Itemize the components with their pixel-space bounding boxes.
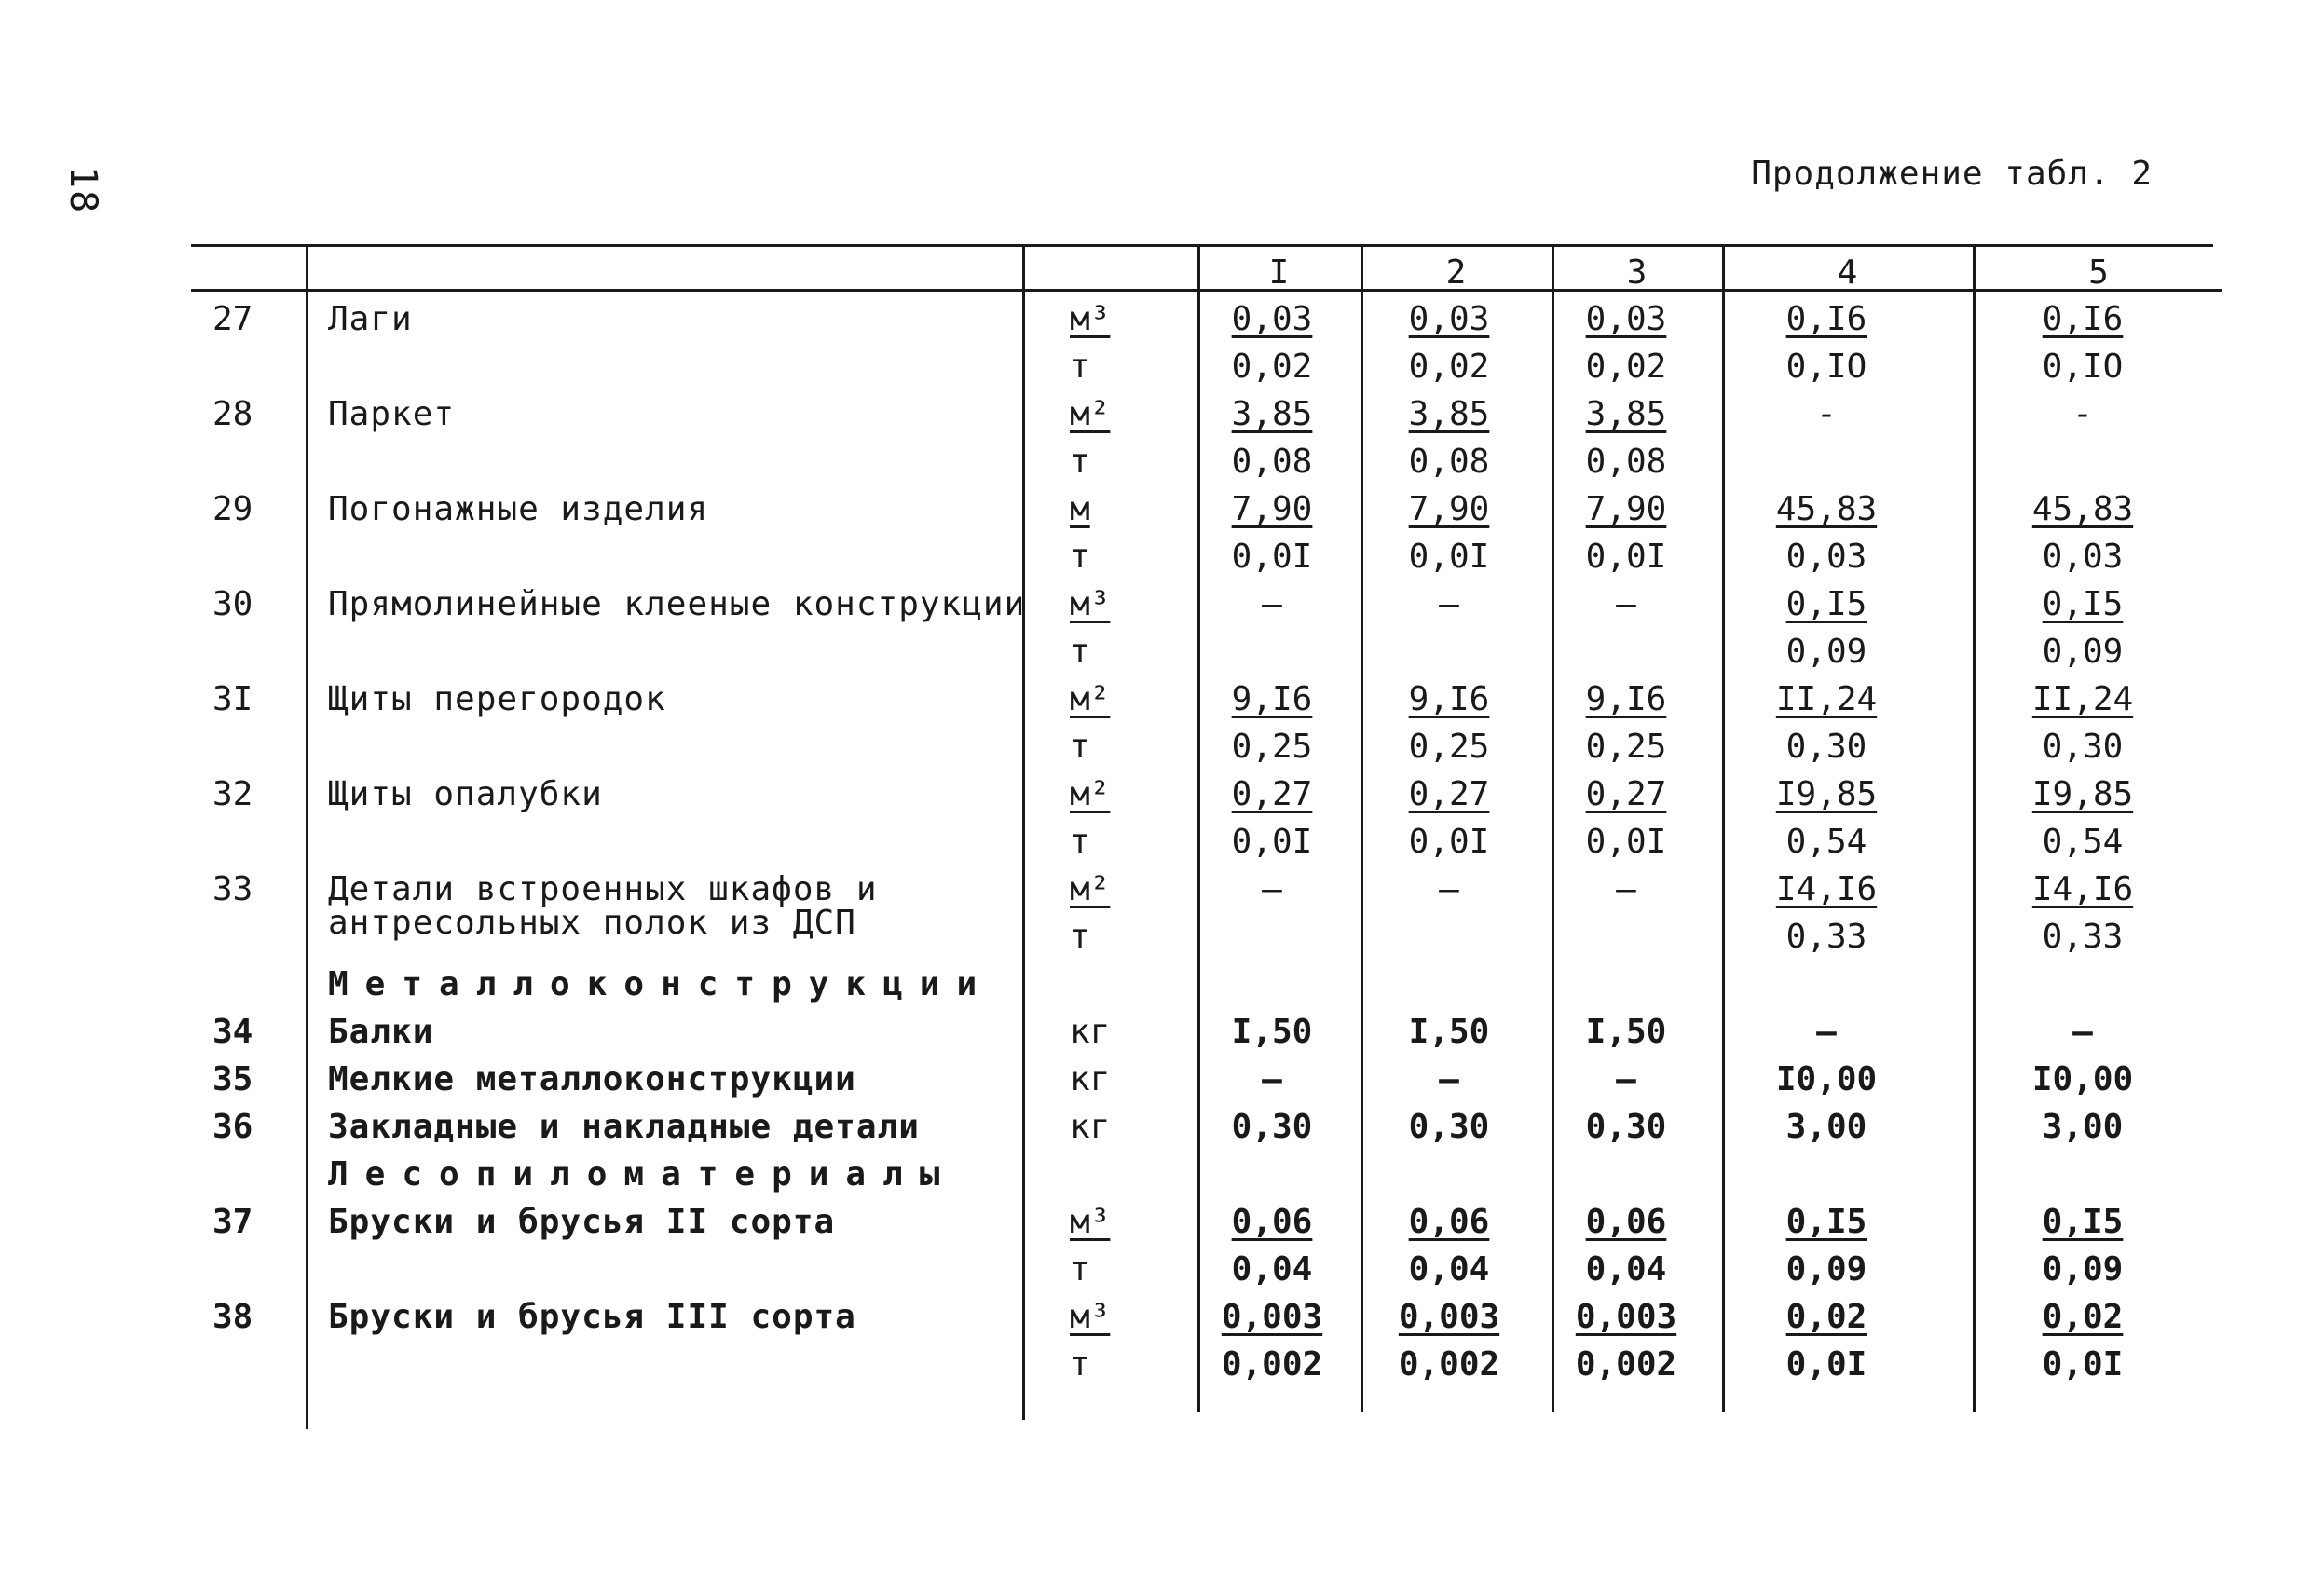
row-number: 3I: [212, 680, 253, 718]
table-cell-value: –: [1816, 1013, 1837, 1051]
table-cell-value: –: [2072, 1013, 2093, 1051]
table-cell-value: 0,02: [1231, 348, 1313, 386]
table-cell-value: 0,30: [1231, 1108, 1313, 1146]
table-cell-value: 3,00: [1785, 1108, 1867, 1146]
row-number: 34: [212, 1013, 253, 1051]
table-cell-value: 0,04: [1585, 1250, 1667, 1289]
unit-label: м²: [1070, 680, 1111, 718]
row-number: 38: [212, 1298, 253, 1336]
table-cell-value: –: [1262, 1060, 1282, 1098]
item-name: Мелкие металлоконструкции: [328, 1060, 856, 1098]
table-cell-value: II,24: [1775, 680, 1878, 718]
table-cell-value: 0,33: [1785, 918, 1867, 956]
item-name: Бруски и брусья II сорта: [328, 1203, 836, 1241]
table-cell-value: 0,30: [1408, 1108, 1490, 1146]
column-header: 5: [2088, 253, 2109, 292]
column-divider: [1197, 244, 1200, 1412]
table-cell-value: 0,03: [1408, 300, 1490, 338]
table-cell-value: –: [1439, 870, 1459, 908]
table-cell-value: 0,03: [2042, 538, 2124, 576]
column-divider: [1361, 244, 1363, 1412]
unit-label: м³: [1070, 1298, 1111, 1336]
table-cell-value: 7,90: [1585, 490, 1667, 528]
table-cell-value: 0,54: [1785, 823, 1867, 861]
table-cell-value: 0,003: [1575, 1298, 1677, 1336]
table-cell-value: 0,03: [1231, 300, 1313, 338]
table-cell-value: 9,I6: [1231, 680, 1313, 718]
table-cell-value: 0,27: [1408, 775, 1490, 813]
unit-label: кг: [1070, 1108, 1111, 1146]
item-name: Балки: [328, 1013, 434, 1051]
table-cell-value: 9,I6: [1585, 680, 1667, 718]
table-cell-value: 45,83: [1775, 490, 1878, 528]
table-cell-value: 0,33: [2042, 918, 2124, 956]
table-cell-value: 0,09: [2042, 1250, 2124, 1289]
row-number: 35: [212, 1060, 253, 1098]
table-cell-value: I0,00: [1775, 1060, 1878, 1098]
table-cell-value: I,50: [1408, 1013, 1490, 1051]
table-cell-value: –: [1439, 1060, 1459, 1098]
table-cell-value: –: [1616, 585, 1636, 623]
unit-label: м²: [1070, 775, 1111, 813]
table-cell-value: 0,0I: [1231, 823, 1313, 861]
unit-label: т: [1070, 633, 1090, 671]
table-cell-value: 0,30: [1585, 1108, 1667, 1146]
table-cell-value: I9,85: [1775, 775, 1878, 813]
table-cell-value: 0,06: [1408, 1203, 1490, 1241]
item-name: антресольных полок из ДСП: [328, 904, 856, 942]
table-cell-value: I0,00: [2031, 1060, 2134, 1098]
table-cell-value: 0,0I: [1585, 823, 1667, 861]
unit-label: м³: [1070, 1203, 1111, 1241]
item-name: Погонажные изделия: [328, 490, 709, 528]
table-cell-value: 0,002: [1221, 1345, 1323, 1384]
row-number: 29: [212, 490, 253, 528]
item-name: Закладные и накладные детали: [328, 1108, 920, 1146]
item-name: Детали встроенных шкафов и: [328, 870, 878, 908]
table-cell-value: –: [1262, 870, 1282, 908]
table-cell-value: 0,002: [1575, 1345, 1677, 1384]
row-number: 33: [212, 870, 253, 908]
table-top-rule: [191, 244, 2213, 247]
table-cell-value: 0,08: [1408, 443, 1490, 481]
column-header: 2: [1445, 253, 1467, 292]
unit-label: т: [1070, 1345, 1090, 1384]
page-number: 18: [62, 166, 104, 215]
table-cell-value: I9,85: [2031, 775, 2134, 813]
item-name: Лаги: [328, 300, 413, 338]
table-cell-value: 3,00: [2042, 1108, 2124, 1146]
unit-label: т: [1070, 728, 1090, 766]
table-cell-value: 0,I5: [1785, 1203, 1867, 1241]
table-cell-value: 0,02: [1785, 1298, 1867, 1336]
column-divider: [1973, 244, 1976, 1412]
table-cell-value: 0,0I: [1785, 1345, 1867, 1384]
table-cell-value: 0,03: [1785, 538, 1867, 576]
unit-label: т: [1070, 918, 1090, 956]
table-cell-value: 0,27: [1585, 775, 1667, 813]
table-cell-value: 0,04: [1231, 1250, 1313, 1289]
table-cell-value: -: [1816, 395, 1837, 433]
table-cell-value: I,50: [1585, 1013, 1667, 1051]
table-cell-value: 0,003: [1221, 1298, 1323, 1336]
table-cell-value: 0,06: [1231, 1203, 1313, 1241]
table-cell-value: I4,I6: [1775, 870, 1878, 908]
table-cell-value: 0,0I: [1408, 823, 1490, 861]
unit-label: м³: [1070, 300, 1111, 338]
table-cell-value: 0,09: [1785, 633, 1867, 671]
item-name: Щиты опалубки: [328, 775, 603, 813]
unit-label: м²: [1070, 395, 1111, 433]
table-cell-value: –: [1616, 1060, 1636, 1098]
table-cell-value: 0,06: [1585, 1203, 1667, 1241]
unit-label: кг: [1070, 1013, 1111, 1051]
table-cell-value: 0,02: [1585, 348, 1667, 386]
table-cell-value: 0,04: [1408, 1250, 1490, 1289]
column-divider: [1552, 244, 1554, 1412]
unit-label: т: [1070, 538, 1090, 576]
table-cell-value: 0,30: [2042, 728, 2124, 766]
row-number: 28: [212, 395, 253, 433]
table-cell-value: 0,02: [2042, 1298, 2124, 1336]
unit-label: м²: [1070, 870, 1111, 908]
table-cell-value: –: [1439, 585, 1459, 623]
column-header: 3: [1626, 253, 1648, 292]
table-cell-value: –: [1262, 585, 1282, 623]
table-cell-value: I,50: [1231, 1013, 1313, 1051]
table-cell-value: 3,85: [1231, 395, 1313, 433]
table-cell-value: 0,09: [2042, 633, 2124, 671]
table-cell-value: –: [1616, 870, 1636, 908]
section-heading: Металлоконструкции: [328, 965, 994, 1003]
unit-label: т: [1070, 823, 1090, 861]
table-cell-value: 0,08: [1231, 443, 1313, 481]
item-name: Бруски и брусья III сорта: [328, 1298, 856, 1336]
table-cell-value: 0,25: [1408, 728, 1490, 766]
table-cell-value: 0,I6: [2042, 300, 2124, 338]
table-cell-value: 0,30: [1785, 728, 1867, 766]
table-cell-value: 0,IO: [2042, 348, 2124, 386]
unit-label: т: [1070, 1250, 1090, 1289]
table-cell-value: I4,I6: [2031, 870, 2134, 908]
table-cell-value: 0,09: [1785, 1250, 1867, 1289]
table-cell-value: 7,90: [1231, 490, 1313, 528]
row-number: 27: [212, 300, 253, 338]
row-number: 30: [212, 585, 253, 623]
column-header: I: [1268, 253, 1290, 292]
row-number: 37: [212, 1203, 253, 1241]
table-cell-value: 0,002: [1398, 1345, 1500, 1384]
table-cell-value: 3,85: [1585, 395, 1667, 433]
table-cell-value: 0,27: [1231, 775, 1313, 813]
table-cell-value: 0,0I: [2042, 1345, 2124, 1384]
table-cell-value: 0,I6: [1785, 300, 1867, 338]
unit-label: м: [1070, 490, 1090, 528]
table-cell-value: 0,08: [1585, 443, 1667, 481]
table-continuation-caption: Продолжение табл. 2: [1751, 155, 2153, 193]
unit-label: т: [1070, 348, 1090, 386]
table-cell-value: 0,02: [1408, 348, 1490, 386]
table-cell-value: 45,83: [2031, 490, 2134, 528]
table-cell-value: 0,54: [2042, 823, 2124, 861]
item-name: Прямолинейные клееные конструкции: [328, 585, 1026, 623]
unit-label: т: [1070, 443, 1090, 481]
table-cell-value: II,24: [2031, 680, 2134, 718]
row-number: 32: [212, 775, 253, 813]
column-divider: [1722, 244, 1725, 1412]
table-cell-value: -: [2072, 395, 2093, 433]
item-name: Щиты перегородок: [328, 680, 666, 718]
table-cell-value: 0,0I: [1231, 538, 1313, 576]
row-number: 36: [212, 1108, 253, 1146]
table-cell-value: 0,003: [1398, 1298, 1500, 1336]
table-cell-value: 0,I5: [1785, 585, 1867, 623]
table-cell-value: 0,0I: [1585, 538, 1667, 576]
table-cell-value: 0,I5: [2042, 585, 2124, 623]
unit-label: м³: [1070, 585, 1111, 623]
column-divider: [306, 244, 308, 1429]
table-cell-value: 0,IO: [1785, 348, 1867, 386]
table-cell-value: 0,I5: [2042, 1203, 2124, 1241]
table-cell-value: 0,0I: [1408, 538, 1490, 576]
table-cell-value: 0,25: [1585, 728, 1667, 766]
column-header: 4: [1837, 253, 1858, 292]
section-heading: Лесопиломатериалы: [328, 1155, 957, 1194]
item-name: Паркет: [328, 395, 456, 433]
table-cell-value: 7,90: [1408, 490, 1490, 528]
table-cell-value: 0,25: [1231, 728, 1313, 766]
column-divider: [1022, 244, 1025, 1420]
unit-label: кг: [1070, 1060, 1111, 1098]
table-cell-value: 3,85: [1408, 395, 1490, 433]
table-cell-value: 9,I6: [1408, 680, 1490, 718]
table-cell-value: 0,03: [1585, 300, 1667, 338]
